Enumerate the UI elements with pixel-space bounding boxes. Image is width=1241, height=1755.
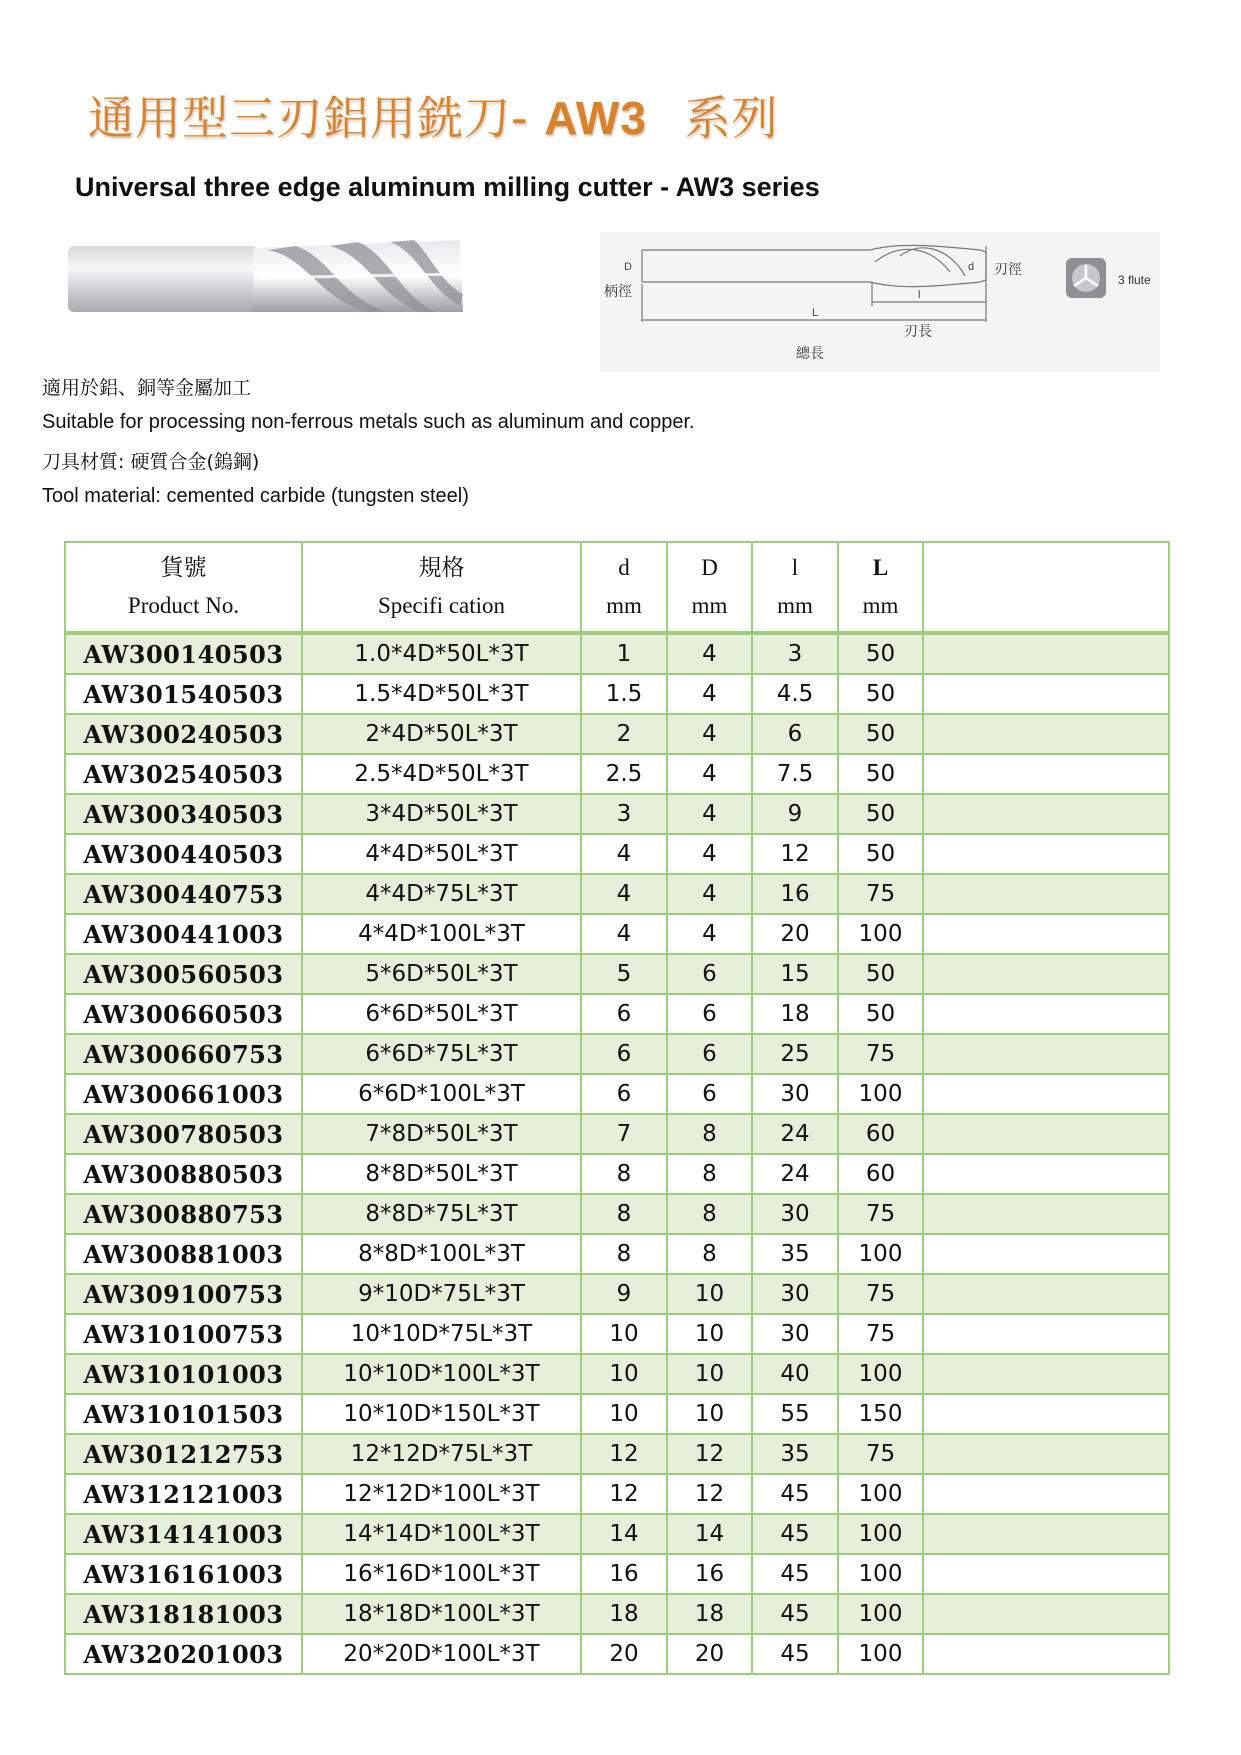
cell-L: 100 [838, 1474, 923, 1514]
cell-blank [923, 1274, 1169, 1314]
cell-specification: 1.0*4D*50L*3T [302, 633, 581, 674]
cell-product-no: AW300440753 [65, 874, 302, 914]
cell-d: 6 [581, 1074, 667, 1114]
cell-L: 75 [838, 1034, 923, 1074]
cell-product-no: AW300660753 [65, 1034, 302, 1074]
cell-d: 4 [581, 874, 667, 914]
cell-product-no: AW314141003 [65, 1514, 302, 1554]
cell-blank [923, 754, 1169, 794]
cell-D: 8 [667, 1114, 752, 1154]
cell-specification: 3*4D*50L*3T [302, 794, 581, 834]
cell-D: 4 [667, 914, 752, 954]
cell-l: 45 [752, 1594, 838, 1634]
label-edge-length: 刃長 [904, 324, 932, 340]
cell-l: 45 [752, 1474, 838, 1514]
cell-L: 150 [838, 1394, 923, 1434]
cell-d: 6 [581, 994, 667, 1034]
cell-product-no: AW300880503 [65, 1154, 302, 1194]
label-edge-dia: 刃徑 [994, 262, 1022, 278]
table-row [65, 714, 1169, 754]
cell-l: 7.5 [752, 754, 838, 794]
cell-blank [923, 1074, 1169, 1114]
table-row [65, 1354, 1169, 1394]
usage-en: Suitable for processing non-ferrous metals such as aluminum and copper. [42, 411, 695, 433]
cell-D: 6 [667, 1074, 752, 1114]
table-row [65, 874, 1169, 914]
cell-D: 4 [667, 874, 752, 914]
cell-L: 100 [838, 1074, 923, 1114]
table-row [65, 1394, 1169, 1434]
label-total-length: 總長 [796, 346, 824, 362]
cell-D: 4 [667, 714, 752, 754]
cell-specification: 8*8D*100L*3T [302, 1234, 581, 1274]
cell-product-no: AW310101503 [65, 1394, 302, 1434]
cell-d: 2.5 [581, 754, 667, 794]
cell-specification: 16*16D*100L*3T [302, 1554, 581, 1594]
cell-blank [923, 1394, 1169, 1434]
cell-D: 4 [667, 834, 752, 874]
table-row [65, 1194, 1169, 1234]
cell-blank [923, 874, 1169, 914]
cell-product-no: AW300441003 [65, 914, 302, 954]
header-blank [923, 542, 1169, 633]
cell-l: 55 [752, 1394, 838, 1434]
table-row [65, 1314, 1169, 1354]
cell-product-no: AW300780503 [65, 1114, 302, 1154]
cell-product-no: AW320201003 [65, 1634, 302, 1674]
cell-D: 18 [667, 1594, 752, 1634]
table-row [65, 1114, 1169, 1154]
table-row [65, 794, 1169, 834]
label-shank-dia: 柄徑 [604, 284, 632, 300]
cell-l: 45 [752, 1514, 838, 1554]
cell-specification: 2.5*4D*50L*3T [302, 754, 581, 794]
cell-blank [923, 914, 1169, 954]
cell-l: 9 [752, 794, 838, 834]
cell-d: 9 [581, 1274, 667, 1314]
cell-product-no: AW312121003 [65, 1474, 302, 1514]
table-row [65, 1434, 1169, 1474]
table-row [65, 674, 1169, 714]
cell-blank [923, 954, 1169, 994]
cell-D: 10 [667, 1274, 752, 1314]
cell-D: 12 [667, 1474, 752, 1514]
cell-d: 10 [581, 1394, 667, 1434]
cell-D: 10 [667, 1354, 752, 1394]
material-cn: 刀具材質: 硬質合金(鎢鋼) [42, 451, 260, 473]
cell-L: 50 [838, 633, 923, 674]
cell-D: 6 [667, 994, 752, 1034]
cell-product-no: AW300660503 [65, 994, 302, 1034]
cell-d: 6 [581, 1034, 667, 1074]
cell-L: 100 [838, 1554, 923, 1594]
cell-L: 50 [838, 834, 923, 874]
cell-blank [923, 1474, 1169, 1514]
table-row [65, 1154, 1169, 1194]
cell-L: 60 [838, 1114, 923, 1154]
cell-d: 12 [581, 1474, 667, 1514]
cell-product-no: AW309100753 [65, 1274, 302, 1314]
table-header-row [65, 542, 1169, 633]
cell-D: 6 [667, 954, 752, 994]
cell-product-no: AW310101003 [65, 1354, 302, 1394]
cell-product-no: AW316161003 [65, 1554, 302, 1594]
cell-L: 50 [838, 714, 923, 754]
cell-d: 1 [581, 633, 667, 674]
cell-specification: 20*20D*100L*3T [302, 1634, 581, 1674]
cell-product-no: AW302540503 [65, 754, 302, 794]
cell-l: 45 [752, 1554, 838, 1594]
table-row [65, 1514, 1169, 1554]
cell-L: 100 [838, 914, 923, 954]
cell-d: 8 [581, 1154, 667, 1194]
header-D: D mm [667, 542, 752, 633]
cell-blank [923, 1554, 1169, 1594]
cell-L: 50 [838, 754, 923, 794]
table-body [65, 633, 1169, 1674]
cell-d: 5 [581, 954, 667, 994]
cell-D: 20 [667, 1634, 752, 1674]
table-row [65, 1554, 1169, 1594]
cell-d: 4 [581, 914, 667, 954]
label-l: l [918, 289, 921, 301]
cell-specification: 10*10D*100L*3T [302, 1354, 581, 1394]
cell-product-no: AW301212753 [65, 1434, 302, 1474]
cell-blank [923, 1434, 1169, 1474]
cell-product-no: AW300340503 [65, 794, 302, 834]
table-row [65, 1274, 1169, 1314]
cell-product-no: AW300140503 [65, 633, 302, 674]
cell-specification: 10*10D*150L*3T [302, 1394, 581, 1434]
cell-L: 100 [838, 1594, 923, 1634]
cell-D: 10 [667, 1394, 752, 1434]
dimension-diagram [600, 232, 1160, 372]
cell-d: 10 [581, 1354, 667, 1394]
cell-l: 30 [752, 1074, 838, 1114]
cell-l: 35 [752, 1434, 838, 1474]
cell-specification: 4*4D*75L*3T [302, 874, 581, 914]
title-series-code: AW3 [544, 92, 647, 144]
cell-L: 75 [838, 874, 923, 914]
cell-product-no: AW300440503 [65, 834, 302, 874]
cell-D: 4 [667, 794, 752, 834]
cell-blank [923, 1114, 1169, 1154]
cell-D: 8 [667, 1234, 752, 1274]
cell-specification: 14*14D*100L*3T [302, 1514, 581, 1554]
cell-L: 60 [838, 1154, 923, 1194]
label-D: D [624, 261, 632, 273]
end-mill-photo [68, 238, 523, 318]
cell-blank [923, 1194, 1169, 1234]
cell-product-no: AW300880753 [65, 1194, 302, 1234]
cell-specification: 12*12D*100L*3T [302, 1474, 581, 1514]
label-flute: 3 flute [1118, 273, 1151, 287]
cell-l: 12 [752, 834, 838, 874]
cell-L: 100 [838, 1634, 923, 1674]
cell-d: 12 [581, 1434, 667, 1474]
header-d: d mm [581, 542, 667, 633]
cell-l: 24 [752, 1154, 838, 1194]
label-d: d [968, 261, 975, 273]
cell-specification: 8*8D*50L*3T [302, 1154, 581, 1194]
page-title-chinese [88, 82, 779, 148]
cell-D: 12 [667, 1434, 752, 1474]
cell-blank [923, 1514, 1169, 1554]
cell-product-no: AW300881003 [65, 1234, 302, 1274]
cell-blank [923, 633, 1169, 674]
cell-L: 75 [838, 1194, 923, 1234]
cell-product-no: AW300560503 [65, 954, 302, 994]
cell-blank [923, 1594, 1169, 1634]
page-title-english: Universal three edge aluminum milling cutter - AW3 series [75, 172, 820, 202]
table-row [65, 754, 1169, 794]
cell-l: 16 [752, 874, 838, 914]
table-row [65, 1634, 1169, 1674]
cell-l: 30 [752, 1194, 838, 1234]
label-L: L [812, 307, 819, 319]
cell-blank [923, 1354, 1169, 1394]
table-row [65, 1594, 1169, 1634]
cell-D: 4 [667, 754, 752, 794]
flute-end-view-icon [1066, 258, 1106, 298]
cell-l: 30 [752, 1314, 838, 1354]
cell-L: 100 [838, 1354, 923, 1394]
cell-l: 45 [752, 1634, 838, 1674]
cell-product-no: AW318181003 [65, 1594, 302, 1634]
cell-D: 10 [667, 1314, 752, 1354]
cell-d: 8 [581, 1194, 667, 1234]
cell-specification: 4*4D*50L*3T [302, 834, 581, 874]
cell-D: 16 [667, 1554, 752, 1594]
cell-D: 4 [667, 674, 752, 714]
cell-d: 10 [581, 1314, 667, 1354]
cell-specification: 8*8D*75L*3T [302, 1194, 581, 1234]
cell-L: 50 [838, 954, 923, 994]
cell-l: 20 [752, 914, 838, 954]
table-row [65, 1034, 1169, 1074]
cell-D: 8 [667, 1154, 752, 1194]
cell-specification: 12*12D*75L*3T [302, 1434, 581, 1474]
cell-d: 8 [581, 1234, 667, 1274]
cell-specification: 5*6D*50L*3T [302, 954, 581, 994]
cell-blank [923, 834, 1169, 874]
table-row [65, 994, 1169, 1034]
cell-L: 50 [838, 674, 923, 714]
table-row [65, 633, 1169, 674]
cell-d: 16 [581, 1554, 667, 1594]
cell-l: 24 [752, 1114, 838, 1154]
cell-product-no: AW300661003 [65, 1074, 302, 1114]
cell-specification: 6*6D*50L*3T [302, 994, 581, 1034]
cell-blank [923, 1314, 1169, 1354]
cell-l: 18 [752, 994, 838, 1034]
table-row [65, 954, 1169, 994]
title-series-word: 系列 [684, 91, 779, 145]
cell-L: 75 [838, 1314, 923, 1354]
cell-specification: 10*10D*75L*3T [302, 1314, 581, 1354]
material-en: Tool material: cemented carbide (tungsten steel) [42, 485, 469, 507]
header-l: l mm [752, 542, 838, 633]
cell-l: 30 [752, 1274, 838, 1314]
cell-d: 1.5 [581, 674, 667, 714]
cell-l: 4.5 [752, 674, 838, 714]
product-spec-table [64, 541, 1170, 1675]
cell-D: 14 [667, 1514, 752, 1554]
cell-blank [923, 714, 1169, 754]
cell-L: 100 [838, 1514, 923, 1554]
title-cn-text: 通用型三刃鋁用銑刀- [88, 91, 529, 145]
cell-specification: 4*4D*100L*3T [302, 914, 581, 954]
cell-l: 40 [752, 1354, 838, 1394]
cell-D: 4 [667, 633, 752, 674]
cell-blank [923, 1154, 1169, 1194]
cell-specification: 6*6D*100L*3T [302, 1074, 581, 1114]
cell-d: 3 [581, 794, 667, 834]
cell-product-no: AW300240503 [65, 714, 302, 754]
cell-product-no: AW301540503 [65, 674, 302, 714]
cell-blank [923, 794, 1169, 834]
cell-d: 20 [581, 1634, 667, 1674]
cell-D: 8 [667, 1194, 752, 1234]
cell-d: 7 [581, 1114, 667, 1154]
cell-product-no: AW310100753 [65, 1314, 302, 1354]
header-L: L mm [838, 542, 923, 633]
cell-specification: 9*10D*75L*3T [302, 1274, 581, 1314]
cell-L: 75 [838, 1434, 923, 1474]
cell-L: 50 [838, 794, 923, 834]
cell-blank [923, 1634, 1169, 1674]
cell-specification: 18*18D*100L*3T [302, 1594, 581, 1634]
cell-D: 6 [667, 1034, 752, 1074]
cell-d: 4 [581, 834, 667, 874]
cell-l: 3 [752, 633, 838, 674]
table-row [65, 1474, 1169, 1514]
cell-l: 15 [752, 954, 838, 994]
cell-specification: 2*4D*50L*3T [302, 714, 581, 754]
cell-L: 50 [838, 994, 923, 1034]
cell-L: 75 [838, 1274, 923, 1314]
table-row [65, 914, 1169, 954]
cell-l: 35 [752, 1234, 838, 1274]
cell-l: 6 [752, 714, 838, 754]
table-row [65, 1074, 1169, 1114]
cell-d: 18 [581, 1594, 667, 1634]
cell-l: 25 [752, 1034, 838, 1074]
cell-L: 100 [838, 1234, 923, 1274]
cell-blank [923, 1234, 1169, 1274]
usage-cn: 適用於鋁、銅等金屬加工 [42, 377, 252, 399]
cell-blank [923, 1034, 1169, 1074]
cell-specification: 6*6D*75L*3T [302, 1034, 581, 1074]
cell-specification: 1.5*4D*50L*3T [302, 674, 581, 714]
header-specification: 規格 Specifi cation [302, 542, 581, 633]
cell-d: 2 [581, 714, 667, 754]
cell-specification: 7*8D*50L*3T [302, 1114, 581, 1154]
cell-blank [923, 994, 1169, 1034]
table-row [65, 1234, 1169, 1274]
cell-d: 14 [581, 1514, 667, 1554]
cell-blank [923, 674, 1169, 714]
table-row [65, 834, 1169, 874]
header-product-no: 貨號 Product No. [65, 542, 302, 633]
